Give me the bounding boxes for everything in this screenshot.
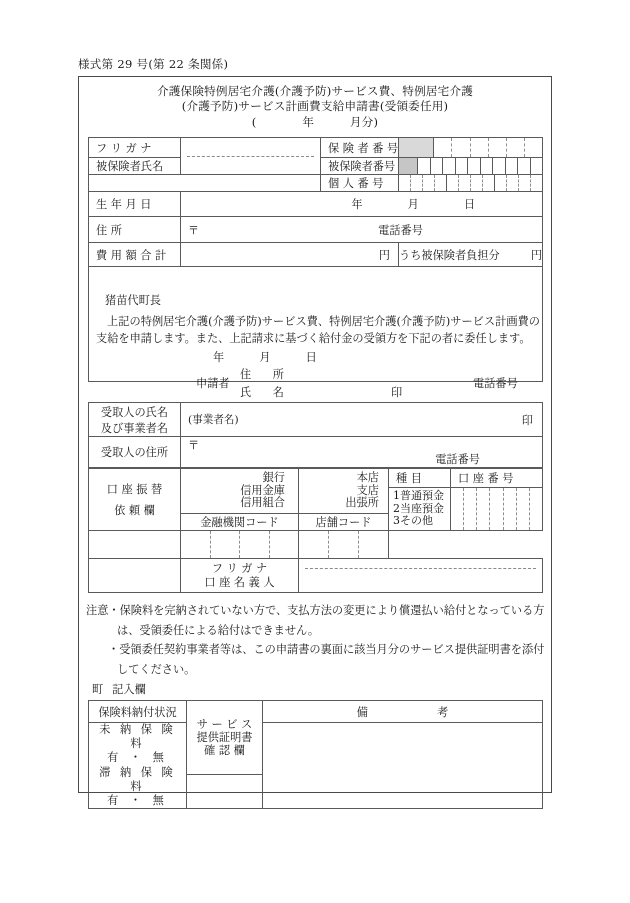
personal-number-label: 個 人 番 号 xyxy=(328,177,384,190)
branch-type-head-office[interactable]: 本店 xyxy=(356,471,379,485)
institution-code-label-cell xyxy=(181,514,299,531)
digit-cell xyxy=(431,158,443,174)
digit-cell xyxy=(531,175,542,191)
institution-code-boxes[interactable] xyxy=(181,531,299,559)
digit-cell xyxy=(451,488,464,530)
bank-section-label-line1: 口 座 振 替 xyxy=(106,482,163,496)
title-period-line xyxy=(78,115,552,130)
table-row xyxy=(89,192,543,217)
insured-number-label: 被保険者番号 xyxy=(328,160,396,173)
table-row xyxy=(89,243,543,267)
form-number: 様式第 29 号(第 22 条関係) xyxy=(78,57,229,71)
payee-address-label-cell xyxy=(89,437,181,468)
financial-institution-name-input[interactable] xyxy=(181,469,299,514)
payee-table xyxy=(88,402,543,468)
digit-cell xyxy=(456,158,468,174)
request-year-label: 年 xyxy=(213,351,225,364)
institution-type-shinkin[interactable]: 信用金庫 xyxy=(240,483,285,497)
table-row xyxy=(89,701,543,723)
account-number-label-cell xyxy=(451,469,543,488)
deposit-kind-current[interactable]: 2当座預金 xyxy=(393,501,444,515)
digit-cell xyxy=(481,158,493,174)
digit-cell xyxy=(506,158,518,174)
table-row xyxy=(89,217,543,243)
town-entry-heading xyxy=(92,681,146,697)
insurer-number-prefilled-block xyxy=(399,138,434,157)
digit-cell xyxy=(411,175,423,191)
note-line-4 xyxy=(86,660,556,680)
digit-cell xyxy=(443,158,455,174)
digit-cell xyxy=(493,158,505,174)
digit-cell xyxy=(507,138,525,157)
digit-cell xyxy=(471,175,483,191)
digit-cell xyxy=(399,175,411,191)
insurer-number-boxes[interactable] xyxy=(399,138,543,158)
request-paragraph xyxy=(96,313,540,347)
identity-spacer-right xyxy=(181,175,321,192)
payee-seal-icon: 印 xyxy=(521,413,533,427)
deposit-kind-label: 種 目 xyxy=(396,472,422,485)
furigana-and-name-input[interactable] xyxy=(181,138,321,175)
remarks-header-char-2: 考 xyxy=(437,705,449,719)
note-line-1 xyxy=(86,601,556,621)
deposit-kind-options-cell[interactable] xyxy=(389,488,451,531)
table-row xyxy=(89,723,543,775)
bank-section-label-line2: 依 頼 欄 xyxy=(114,503,155,517)
digit-cell xyxy=(483,175,495,191)
birthdate-label: 生 年 月 日 xyxy=(96,198,152,211)
deposit-kind-other[interactable]: 3その他 xyxy=(393,514,433,528)
payee-name-label-cell xyxy=(89,403,181,437)
branch-type-options xyxy=(299,472,388,510)
branch-code-digit-grid xyxy=(299,531,388,558)
digit-cell xyxy=(359,531,388,558)
table-row xyxy=(89,469,543,488)
account-holder-input[interactable] xyxy=(299,559,543,593)
institution-type-options xyxy=(181,472,298,510)
table-row xyxy=(89,403,543,437)
digit-cell xyxy=(471,138,489,157)
premium-status-header-cell xyxy=(89,701,187,723)
service-cert-header-line3: 確 認 欄 xyxy=(204,744,245,758)
bank-section-label-cell xyxy=(89,469,181,531)
delinquent-premium-choice[interactable]: 有 ・ 無 xyxy=(107,794,168,808)
birthdate-input[interactable] xyxy=(181,192,543,217)
branch-code-label: 店舗コード xyxy=(315,516,372,529)
digit-cell xyxy=(329,531,359,558)
cost-total-label-cell xyxy=(89,243,181,267)
note-line-2 xyxy=(86,621,556,641)
branch-type-branch[interactable]: 支店 xyxy=(356,483,379,497)
applicant-name-label: 氏 名 xyxy=(240,386,293,399)
digit-cell xyxy=(507,175,519,191)
digit-cell xyxy=(423,175,435,191)
table-row xyxy=(89,531,543,559)
service-cert-header xyxy=(187,718,262,758)
bank-section-label xyxy=(89,479,180,521)
applicant-address-label: 住 所 xyxy=(240,368,293,381)
digit-cell xyxy=(490,488,503,530)
institution-code-digit-grid xyxy=(181,531,298,558)
digit-cell xyxy=(435,175,447,191)
remarks-input[interactable] xyxy=(263,723,543,809)
service-cert-input[interactable] xyxy=(187,775,263,809)
delinquent-premium-label: 滞 納 保 険 料 xyxy=(99,765,176,793)
insured-number-boxes[interactable] xyxy=(399,158,543,175)
institution-type-bank[interactable]: 銀行 xyxy=(262,471,285,485)
digit-cell xyxy=(530,488,542,530)
account-furigana-label: フ リ ガ ナ xyxy=(211,561,268,575)
institution-type-credit-union[interactable]: 信用組合 xyxy=(240,496,285,510)
address-label: 住 所 xyxy=(96,223,122,237)
digit-cell xyxy=(211,531,241,558)
remarks-header-char-1: 備 xyxy=(356,705,368,719)
personal-number-label-cell xyxy=(321,175,399,192)
payee-name-input[interactable] xyxy=(181,403,543,437)
account-number-boxes[interactable] xyxy=(451,488,543,531)
payee-address-label: 受取人の住所 xyxy=(100,446,169,459)
account-holder-label: 口 座 名 義 人 xyxy=(204,575,275,589)
office-use-table xyxy=(88,700,543,809)
payee-postal-code-icon: 〒 xyxy=(188,439,200,452)
institution-code-label: 金融機関コード xyxy=(200,516,279,529)
birthdate-placeholder xyxy=(181,196,542,212)
deposit-kind-label-cell xyxy=(389,469,451,488)
request-day-label: 日 xyxy=(305,351,317,364)
note-2-line-1: ・受領委任契約事業者等は、この申請書の裏面に該当月分のサービス提供証明書を添付 xyxy=(108,643,545,657)
digit-cell xyxy=(525,138,542,157)
town-label: 町 xyxy=(92,683,104,696)
notes-block xyxy=(86,601,556,679)
payee-business-name-hint: (事業者名) xyxy=(188,413,239,426)
insured-share-inner xyxy=(399,247,542,263)
address-input[interactable] xyxy=(181,217,543,243)
request-month-label: 月 xyxy=(259,351,271,364)
unpaid-premium-label: 未 納 保 険 料 xyxy=(99,723,176,751)
table-row xyxy=(89,138,543,158)
payee-name-label xyxy=(89,404,180,436)
bank-section-label-spacer-2 xyxy=(89,559,181,593)
digit-cell xyxy=(489,138,507,157)
deposit-kind-options xyxy=(389,490,450,528)
notes-prefix: 注意 xyxy=(86,604,109,617)
request-date-line xyxy=(213,349,317,365)
service-cert-header-line1: サ ー ビ ス xyxy=(196,717,253,731)
title-line-2: (介護予防)サービス計画費支給申請書(受領委任用) xyxy=(181,99,449,114)
applicant-label: 申請者 xyxy=(196,377,230,390)
insured-share-input[interactable] xyxy=(399,243,543,267)
deposit-kind-ordinary[interactable]: 1普通預金 xyxy=(393,488,444,502)
insured-name-label-cell xyxy=(89,158,181,175)
personal-number-boxes[interactable] xyxy=(399,175,543,192)
account-holder-dotted-rule xyxy=(305,567,536,569)
payee-name-label-line1: 受取人の氏名 xyxy=(100,405,169,419)
digit-cell xyxy=(531,158,542,174)
note-line-3 xyxy=(86,640,556,660)
digit-cell xyxy=(477,488,490,530)
insurer-number-digit-grid xyxy=(399,138,542,157)
cost-total-label: 費 用 額 合 計 xyxy=(96,248,167,262)
premium-status-options-cell[interactable] xyxy=(89,723,187,809)
digit-cell xyxy=(517,488,530,530)
digit-cell xyxy=(418,158,430,174)
service-cert-header-line2: 提供証明書 xyxy=(196,731,253,744)
digit-cell xyxy=(452,138,470,157)
personal-number-digit-grid xyxy=(399,175,542,191)
digit-cell xyxy=(459,175,471,191)
postal-code-icon: 〒 xyxy=(188,223,199,237)
branch-code-label-cell xyxy=(299,514,389,531)
digit-cell xyxy=(270,531,299,558)
note-1-line-1: ・保険料を完納されていない方で、支払方法の変更により償還払い給付となっている方 xyxy=(108,604,545,617)
cost-total-yen: 円 xyxy=(378,248,390,262)
bank-transfer-table xyxy=(88,468,543,593)
digit-cell xyxy=(181,531,211,558)
birthdate-label-cell xyxy=(89,192,181,217)
insurer-number-label: 保 険 者 番 号 xyxy=(328,141,399,155)
table-row xyxy=(89,437,543,468)
insured-share-label: うち被保険者負担分 xyxy=(399,248,500,262)
form-title xyxy=(78,84,552,130)
table-row xyxy=(89,175,543,192)
period-year-label: 年 xyxy=(302,114,315,129)
title-line-1: 介護保険特例居宅介護(介護予防)サービス費、特例居宅介護 xyxy=(156,84,474,98)
digit-cell xyxy=(447,175,459,191)
birthdate-year-label: 年 xyxy=(351,198,363,211)
digit-cell xyxy=(434,138,452,157)
request-body xyxy=(88,287,542,402)
insurer-number-label-cell xyxy=(321,138,399,158)
furigana-label: フ リ ガ ナ xyxy=(96,141,152,155)
account-holder-label-cell xyxy=(181,559,299,593)
digit-cell xyxy=(468,158,480,174)
identity-spacer-left xyxy=(89,175,181,192)
branch-code-boxes[interactable] xyxy=(299,531,389,559)
address-label-cell xyxy=(89,217,181,243)
account-number-digit-grid xyxy=(451,488,542,530)
digit-cell xyxy=(240,531,270,558)
service-cert-header-cell xyxy=(187,701,263,775)
addressee-mayor: 猪苗代町長 xyxy=(105,294,161,307)
address-phone-label: 電話番号 xyxy=(378,223,423,237)
address-row-inner xyxy=(181,222,542,238)
digit-cell xyxy=(464,488,477,530)
insured-share-yen: 円 xyxy=(530,248,543,262)
furigana-dotted-rule xyxy=(187,155,314,157)
branch-type-sub-branch[interactable]: 出張所 xyxy=(345,496,379,510)
premium-status-options xyxy=(89,723,186,808)
applicant-phone-label: 電話番号 xyxy=(473,377,518,390)
account-number-label: 口 座 番 号 xyxy=(458,472,514,485)
bank-section-label-spacer xyxy=(89,531,181,559)
premium-status-header: 保険料納付状況 xyxy=(98,705,177,719)
birthdate-month-label: 月 xyxy=(407,198,419,211)
insured-number-digit-grid xyxy=(399,158,542,174)
digit-cell xyxy=(299,531,329,558)
period-month-label: 月分) xyxy=(349,114,379,129)
note-1-line-2: は、受領委任による給付はできません。 xyxy=(117,623,320,637)
entry-column-label: 記入欄 xyxy=(112,683,146,696)
digit-cell xyxy=(518,158,530,174)
payee-name-label-line2: 及び事業者名 xyxy=(100,421,169,435)
request-paragraph-text: 上記の特例居宅介護(介護予防)サービス費、特例居宅介護(介護予防)サービス計画費の支給を申請します。また、上記請求に基づく給付金の受領方を下記の者に委任します。 xyxy=(96,315,540,345)
branch-name-input[interactable] xyxy=(299,469,389,514)
insured-number-label-cell xyxy=(321,158,399,175)
applicant-seal-icon: 印 xyxy=(391,386,403,399)
furigana-label-cell xyxy=(89,138,181,158)
digit-cell xyxy=(504,488,517,530)
cost-total-input[interactable] xyxy=(181,243,399,267)
birthdate-day-label: 日 xyxy=(464,198,476,211)
remarks-header-cell xyxy=(263,701,543,723)
digit-cell xyxy=(519,175,531,191)
remarks-header xyxy=(263,704,542,720)
insured-number-prefix-block xyxy=(399,158,418,174)
payee-phone-label: 電話番号 xyxy=(435,453,480,466)
payee-address-input[interactable] xyxy=(181,437,543,468)
note-2-line-2: してください。 xyxy=(117,662,196,676)
digit-cell xyxy=(495,175,507,191)
unpaid-premium-choice[interactable]: 有 ・ 無 xyxy=(107,751,168,765)
account-holder-labels xyxy=(181,562,298,590)
period-open-paren: ( xyxy=(251,114,257,129)
table-row xyxy=(89,559,543,593)
insured-name-label: 被保険者氏名 xyxy=(96,160,164,173)
